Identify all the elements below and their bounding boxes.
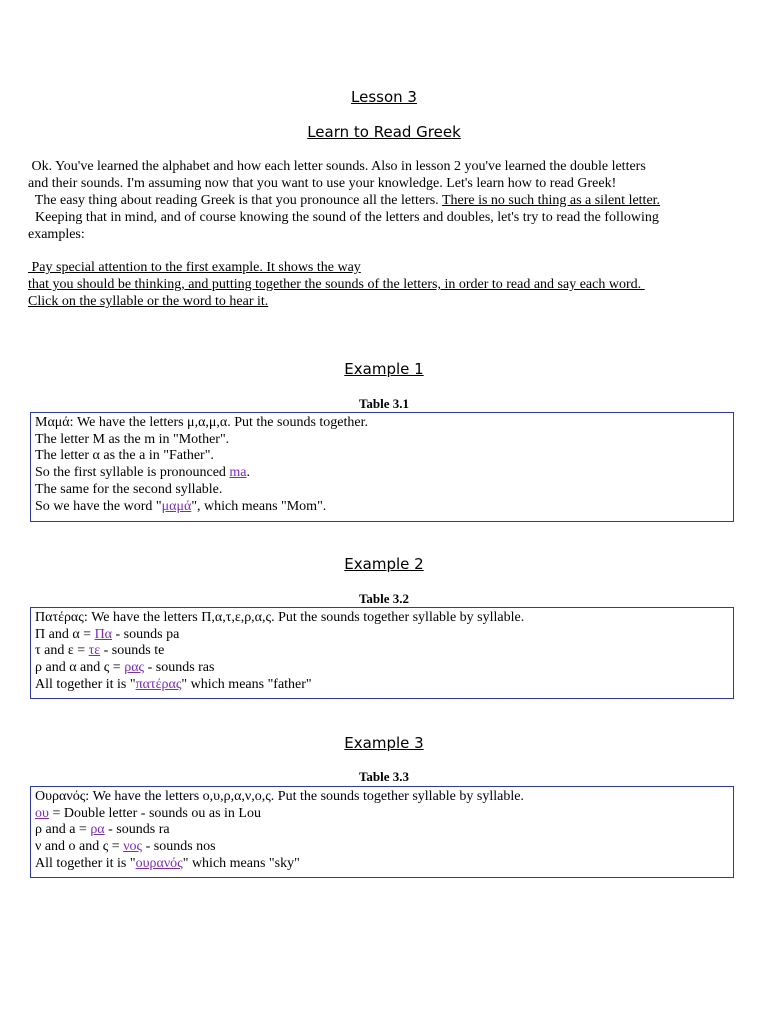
row-text: " which means "father"	[181, 676, 312, 692]
row-text: - sounds ra	[104, 822, 170, 838]
table-row: Πατέρας: We have the letters Π,α,τ,ε,ρ,α,ς. Put the sounds together syllable by syllable.	[35, 610, 525, 625]
table-row	[35, 499, 729, 516]
table-row	[35, 643, 729, 660]
table-row	[35, 660, 729, 677]
table-row	[35, 465, 729, 482]
table-3-1-caption: Table 3.1	[358, 396, 410, 411]
example-3-heading: Example 3	[344, 734, 424, 752]
lesson-subtitle: Learn to Read Greek	[307, 123, 461, 141]
intro-line: Keeping that in mind, and of course knowing the sound of the letters and doubles, let's try to read the following	[28, 210, 659, 225]
row-text: - sounds nos	[142, 839, 216, 855]
example-2-heading: Example 2	[344, 555, 424, 573]
table-row	[35, 627, 729, 644]
table-row: The letter Μ as the m in "Mother".	[35, 431, 230, 447]
silent-letter-note: There is no such thing as a silent letter.	[441, 193, 661, 208]
attention-line: Click on the syllable or the word to hear it.	[28, 294, 269, 309]
row-text: So the first syllable is pronounced	[35, 465, 230, 481]
intro-line: examples:	[28, 227, 85, 242]
row-text: " which means "sky"	[182, 855, 300, 871]
row-text: ", which means "Mom".	[191, 498, 327, 514]
table-row	[35, 856, 729, 873]
row-text: = Double letter - sounds ou as in Lou	[48, 805, 261, 821]
intro-line: Ok. You've learned the alphabet and how each letter sounds. Also in lesson 2 you've learned the double letters	[28, 159, 646, 174]
table-3-3-caption: Table 3.3	[358, 769, 410, 784]
row-text: .	[246, 465, 251, 481]
word-ouranos-link[interactable]: ουρανός	[135, 855, 183, 871]
row-text: ρ and α and ς =	[35, 660, 125, 676]
table-row	[35, 839, 729, 856]
syllable-ma-link[interactable]: ma	[229, 465, 247, 481]
intro-paragraph	[28, 158, 740, 243]
table-3-3	[30, 786, 734, 878]
table-row: The letter α as the a in "Father".	[35, 448, 214, 464]
attention-line: Pay special attention to the first example. It shows the way	[28, 260, 361, 275]
syllable-ou-link[interactable]: ου	[35, 805, 49, 821]
lesson-title: Lesson 3	[351, 88, 417, 106]
row-text: All together it is "	[35, 855, 136, 871]
row-text: Π and α =	[35, 626, 95, 642]
intro-text: The easy thing about reading Greek is that you pronounce all the letters.	[28, 193, 442, 208]
table-row: The same for the second syllable.	[35, 481, 223, 497]
table-3-1	[30, 412, 734, 522]
table-3-2	[30, 607, 734, 699]
row-text: ρ and a =	[35, 822, 91, 838]
table-row	[35, 677, 729, 694]
intro-line	[28, 192, 740, 209]
table-row	[35, 822, 729, 839]
word-pateras-link[interactable]: πατέρας	[135, 676, 182, 692]
row-text: ν and ο and ς =	[35, 839, 124, 855]
row-text: τ and ε =	[35, 643, 89, 659]
row-text: So we have the word "	[35, 498, 162, 514]
row-text: - sounds te	[100, 643, 165, 659]
table-3-2-caption: Table 3.2	[358, 591, 410, 606]
row-text: All together it is "	[35, 676, 136, 692]
syllable-pa-link[interactable]: Πα	[94, 626, 113, 642]
row-text: - sounds pa	[112, 626, 180, 642]
intro-line: and their sounds. I'm assuming now that you want to use your knowledge. Let's learn how to read Greek!	[28, 176, 617, 191]
syllable-ra-link[interactable]: ρα	[90, 822, 105, 838]
syllable-ras-link[interactable]: ρας	[124, 660, 145, 676]
row-text: - sounds ras	[144, 660, 215, 676]
table-row: Ουρανός: We have the letters ο,υ,ρ,α,ν,ο,ς. Put the sounds together syllable by syllable.	[35, 789, 524, 804]
syllable-te-link[interactable]: τε	[88, 643, 101, 659]
attention-line: that you should be thinking, and putting together the sounds of the letters, in order to read and say each word.	[28, 277, 645, 292]
table-row: Μαμά: We have the letters μ,α,μ,α. Put the sounds together.	[35, 415, 369, 430]
syllable-nos-link[interactable]: νος	[123, 839, 143, 855]
example-1-heading: Example 1	[344, 360, 424, 378]
word-mama-link[interactable]: μαμά	[161, 498, 192, 514]
table-row	[35, 806, 729, 823]
attention-note	[28, 259, 740, 310]
